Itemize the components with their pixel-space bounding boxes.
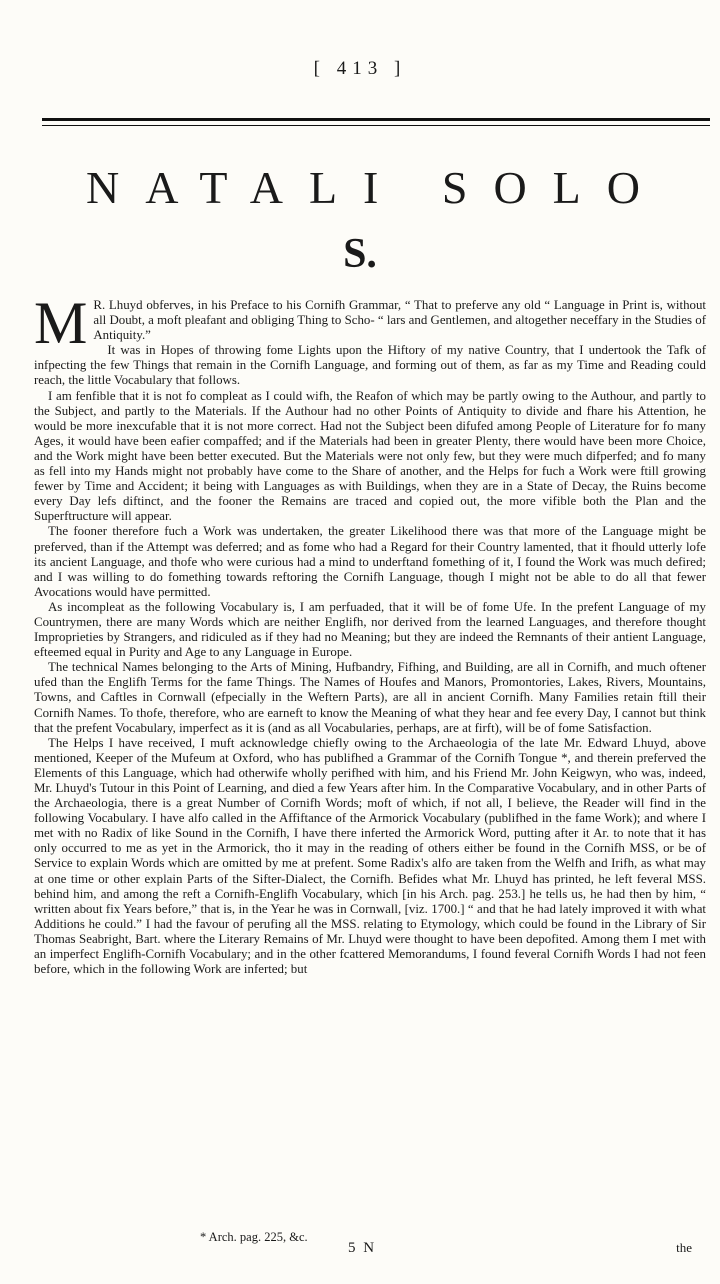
page-title-second-line: S. — [343, 231, 377, 277]
header-rule-thick — [42, 118, 710, 121]
drop-cap: M — [34, 290, 88, 356]
page-number: [ 413 ] — [313, 58, 407, 79]
catchword: the — [676, 1240, 692, 1255]
paragraph-2: It was in Hopes of throwing fome Lights upon the Hiftory of my native Country, that I undertook the Tafk of infpecting the few Things that remain in the Cornifh Language, and forming out of them, as far as my Time and Reading could reach, the little Vocabulary that follows. — [34, 343, 706, 388]
paragraph-7: The Helps I have received, I muft acknowledge chiefly owing to the Archaeologia of the late Mr. Edward Lhuyd, above mentioned, Keeper of the Mufeum at Oxford, who has publifhed a Grammar of the Cornifh Tongue *, and therein preferved the Elements of this Language, which had otherwife wholly perifhed with him, and his Friend Mr. John Keigwyn, who was, indeed, Mr. Lhuyd's Tutour in this Point of Learning, and died a few Years after him. In the Comparative Vocabulary, and in other Parts of the Archaeologia, there is a great Number of Cornifh Words; moft of which, if not all, I believe, the Reader will find in the following Vocabulary. I have alfo called in the Affiftance of the Armorick Vocabulary (publifhed in the fame Work); and where I met with no Radix of like Sound in the Cornifh, I have there inferted the Armorick Word, putting after it Ar. to note that it has only occurred to me as yet in the Armorick, tho it may in the reading of others either be found in the Cornifh MSS, or be of Service to explain Words which are omitted by me at prefent. Some Radix's alfo are taken from the Welfh and Irifh, as what may at one time or other explain Parts of the Sifter-Dialect, the Cornifh. Befides what Mr. Lhuyd has printed, he left feveral MSS. behind him, and among the reft a Cornifh-Englifh Vocabulary, which [in his Arch. pag. 253.] he tells us, he had then by him, “ written about fix Years before,” that is, in the Year he was in Cornwall, [viz. 1700.] “ and that he had lately improved it with what Additions he could.” I had the favour of perufing all the MSS. relating to Etymology, which could be found in the Library of Sir Thomas Seabright, Bart. where the Literary Remains of Mr. Lhuyd were thought to have been depofited. Among them I met with an imperfect Englifh-Cornifh Vocabulary; and in the other fcattered Memorandums, I found feveral Cornifh Words I had not feen before, which in the following Work are inferted; but — [34, 735, 706, 977]
paragraph-1 — [34, 290, 706, 356]
body-text — [34, 290, 706, 977]
paragraph-5: As incompleat as the following Vocabulary is, I am perfuaded, that it will be of fome Ufe. In the prefent Language of my Countrymen, there are many Words which are neither Englifh, nor derived from the learned Languages, and therefore thought Improprieties by Strangers, and ridiculed as if they had no Meaning; but they are indeed the Remnants of their antient Language, efteemed equal in Purity and Age to any Language in Europe. — [34, 599, 706, 660]
page-title: NATALI SOLO — [85, 162, 666, 213]
paragraph-1-text: R. Lhuyd obferves, in his Preface to his Cornifh Grammar, “ That to preferve any old “ Language in Print is, without all Doubt, a moft pleafant and obliging Thing to Scho- “ lars and Gentlemen, and altogether neceffary in the Studies of Antiquity.” — [93, 298, 706, 343]
signature-mark: 5 N — [348, 1240, 377, 1256]
paragraph-3: I am fenfible that it is not fo compleat as I could wifh, the Reafon of which may be partly owing to the Authour, and partly to the Subject, and partly to the Materials. If the Authour had no other Points of Antiquity to divide and fhare his Attention, he would be more inexcufable that it is not more correct. Had not the Subject been difufed among People of Literature for fo many Ages, it would have been eafier compaffed; and if the Materials had been in greater Plenty, there would have been more Choice, and the Work might have been better executed. But the Materials were not only few, but they were much difperfed; and fo many as fell into my Hands might not probably have come to the Share of another, and the Helps for fuch a Work were ftill growing fewer by Time and Accident; it being with Languages as with Buildings, when they are in a State of Decay, the Ruins become every Day lefs diftinct, and the fooner the Remains are traced and copied out, the more vifible both the Plan and the Superftructure will appear. — [34, 388, 706, 524]
footnote: * Arch. pag. 225, &c. — [200, 1230, 308, 1244]
paragraph-6: The technical Names belonging to the Arts of Mining, Hufbandry, Fifhing, and Building, are all in Cornifh, and much oftener ufed than the Englifh Terms for the fame Things. The Names of Houfes and Manors, Promontories, Lakes, Rivers, Mountains, Towns, and Caftles in Cornwall (efpecially in the Weftern Parts), are all in ancient Cornifh. Many Families retain ftill their Cornifh Names. To thofe, therefore, who are earneft to know the Meaning of what they hear and fee every Day, I cannot but think that the prefent Vocabulary, imperfect as it is (and as all Vocabularies, perhaps, are at firft), will be of fome Satisfaction. — [34, 660, 706, 735]
header-rule-thin — [42, 125, 710, 126]
paragraph-4: The fooner therefore fuch a Work was undertaken, the greater Likelihood there was that more of the Language might be preferved, than if the Attempt was deferred; and as fome who had a Regard for their Country lamented, that it fhould utterly lofe its ancient Language, and thofe who were curious had a mind to underftand fomething of it, I found the Work was much defired; and I was willing to do fomething towards reftoring the Cornifh Language, though I might not be able to do all that fewer Avocations would have permitted. — [34, 524, 706, 599]
